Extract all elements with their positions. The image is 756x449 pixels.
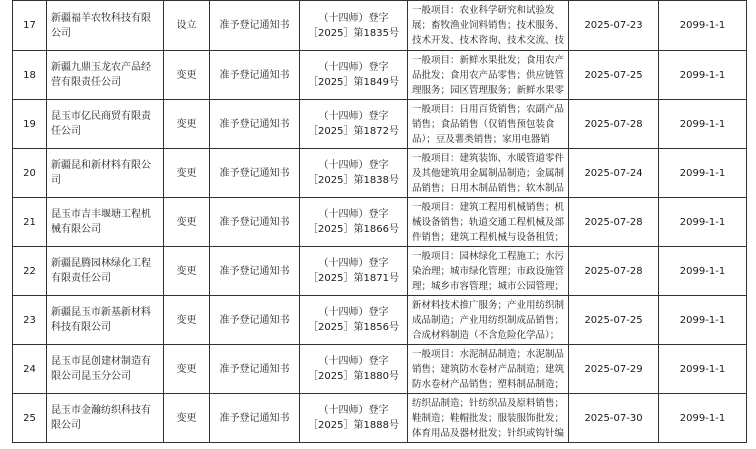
expiry-date: 2099-1-1 <box>659 149 747 198</box>
registration-type: 变更 <box>164 198 210 247</box>
registration-reference: （十四师）登字［2025］第1872号 <box>300 100 408 149</box>
business-scope-text: 一般项目：新鲜水果批发；食用农产品批发；食用农产品零售；供应链管理服务；园区管理服务；新鲜水果零 <box>412 54 564 96</box>
business-scope-text: 新材料技术推广服务；产业用纺织制成品制造；产业用纺织制成品销售；合成材料制造（不含危险化学品）； <box>412 299 564 341</box>
row-number: 18 <box>13 51 47 100</box>
table-row <box>13 394 747 443</box>
business-scope-text: 一般项目：水泥制品制造；水泥制品销售；建筑防水卷材产品制造；建筑防水卷材产品销售；塑料制品制造； <box>412 348 564 390</box>
registration-date: 2025-07-24 <box>569 149 659 198</box>
company-name: 昆玉市吉丰堰塘工程机械有限公司 <box>47 198 164 247</box>
table-row <box>13 149 747 198</box>
registration-reference: （十四师）登字［2025］第1866号 <box>300 198 408 247</box>
registration-reference: （十四师）登字［2025］第1880号 <box>300 345 408 394</box>
business-scope-text: 一般项目：园林绿化工程施工；水污染治理；城市绿化管理；市政设施管理；城乡市容管理；城市公园管理； <box>412 250 564 292</box>
registration-type: 变更 <box>164 149 210 198</box>
registration-type: 变更 <box>164 51 210 100</box>
table-body <box>13 1 747 443</box>
table-row <box>13 1 747 51</box>
registration-type: 变更 <box>164 100 210 149</box>
table-row <box>13 100 747 149</box>
registration-date: 2025-07-25 <box>569 51 659 100</box>
table-row <box>13 198 747 247</box>
registration-date: 2025-07-28 <box>569 247 659 296</box>
registration-reference: （十四师）登字［2025］第1838号 <box>300 149 408 198</box>
expiry-date: 2099-1-1 <box>659 1 747 51</box>
company-name: 新疆福羊农牧科技有限公司 <box>47 1 164 51</box>
notice-type: 准予登记通知书 <box>210 198 300 247</box>
business-scope-text: 一般项目：建筑工程用机械销售；机械设备销售；轨道交通工程机械及部件销售；建筑工程机械与设备租赁； <box>412 201 564 243</box>
business-scope <box>408 296 569 345</box>
expiry-date: 2099-1-1 <box>659 100 747 149</box>
registration-reference: （十四师）登字［2025］第1888号 <box>300 394 408 443</box>
business-scope <box>408 394 569 443</box>
company-name: 新疆昆玉市新基新材料科技有限公司 <box>47 296 164 345</box>
notice-type: 准予登记通知书 <box>210 149 300 198</box>
table-row <box>13 51 747 100</box>
notice-type: 准予登记通知书 <box>210 247 300 296</box>
registration-type: 变更 <box>164 247 210 296</box>
registration-reference: （十四师）登字［2025］第1856号 <box>300 296 408 345</box>
row-number: 21 <box>13 198 47 247</box>
business-scope <box>408 1 569 51</box>
business-scope <box>408 345 569 394</box>
registration-type: 变更 <box>164 296 210 345</box>
business-scope <box>408 100 569 149</box>
company-name: 新疆昆腾园林绿化工程有限责任公司 <box>47 247 164 296</box>
business-scope <box>408 51 569 100</box>
table-row <box>13 247 747 296</box>
business-scope-text: 一般项目：农业科学研究和试验发展；畜牧渔业饲料销售；技术服务、技术开发、技术咨询、技术交流、技 <box>412 5 564 46</box>
company-name: 昆玉市金瀚纺织科技有限公司 <box>47 394 164 443</box>
expiry-date: 2099-1-1 <box>659 198 747 247</box>
notice-type: 准予登记通知书 <box>210 51 300 100</box>
registration-table <box>12 0 747 443</box>
notice-type: 准予登记通知书 <box>210 345 300 394</box>
registration-date: 2025-07-23 <box>569 1 659 51</box>
table-row <box>13 345 747 394</box>
notice-type: 准予登记通知书 <box>210 394 300 443</box>
registration-date: 2025-07-28 <box>569 198 659 247</box>
registration-reference: （十四师）登字［2025］第1871号 <box>300 247 408 296</box>
registration-date: 2025-07-28 <box>569 100 659 149</box>
notice-type: 准予登记通知书 <box>210 1 300 51</box>
table-row <box>13 296 747 345</box>
registration-type: 变更 <box>164 394 210 443</box>
company-name: 新疆九鼎玉龙农产品经营有限责任公司 <box>47 51 164 100</box>
registration-reference: （十四师）登字［2025］第1835号 <box>300 1 408 51</box>
business-scope <box>408 149 569 198</box>
row-number: 19 <box>13 100 47 149</box>
business-scope <box>408 247 569 296</box>
expiry-date: 2099-1-1 <box>659 51 747 100</box>
company-name: 昆玉市昆创建材制造有限公司昆玉分公司 <box>47 345 164 394</box>
registration-type: 变更 <box>164 345 210 394</box>
business-scope-text: 一般项目：日用百货销售；农副产品销售；食品销售（仅销售预包装食品）；豆及薯类销售；家用电器销 <box>412 103 564 145</box>
registration-date: 2025-07-29 <box>569 345 659 394</box>
registration-date: 2025-07-25 <box>569 296 659 345</box>
row-number: 22 <box>13 247 47 296</box>
company-name: 新疆昆和新材料有限公司 <box>47 149 164 198</box>
business-scope-text: 一般项目：建筑装饰、水暖管道零件及其他建筑用金属制品制造；金属制品销售；日用木制品销售；软木制品 <box>412 152 564 194</box>
row-number: 23 <box>13 296 47 345</box>
company-name: 昆玉市亿民商贸有限责任公司 <box>47 100 164 149</box>
row-number: 20 <box>13 149 47 198</box>
expiry-date: 2099-1-1 <box>659 296 747 345</box>
expiry-date: 2099-1-1 <box>659 345 747 394</box>
row-number: 17 <box>13 1 47 51</box>
registration-reference: （十四师）登字［2025］第1849号 <box>300 51 408 100</box>
row-number: 24 <box>13 345 47 394</box>
business-scope-text: 纺织品制造；针纺织品及原料销售；鞋制造；鞋帽批发；服装服饰批发；体育用品及器材批发；针织或钩针编 <box>412 397 564 439</box>
notice-type: 准予登记通知书 <box>210 296 300 345</box>
business-scope <box>408 198 569 247</box>
notice-type: 准予登记通知书 <box>210 100 300 149</box>
registration-type: 设立 <box>164 1 210 51</box>
expiry-date: 2099-1-1 <box>659 247 747 296</box>
registration-date: 2025-07-30 <box>569 394 659 443</box>
row-number: 25 <box>13 394 47 443</box>
expiry-date: 2099-1-1 <box>659 394 747 443</box>
